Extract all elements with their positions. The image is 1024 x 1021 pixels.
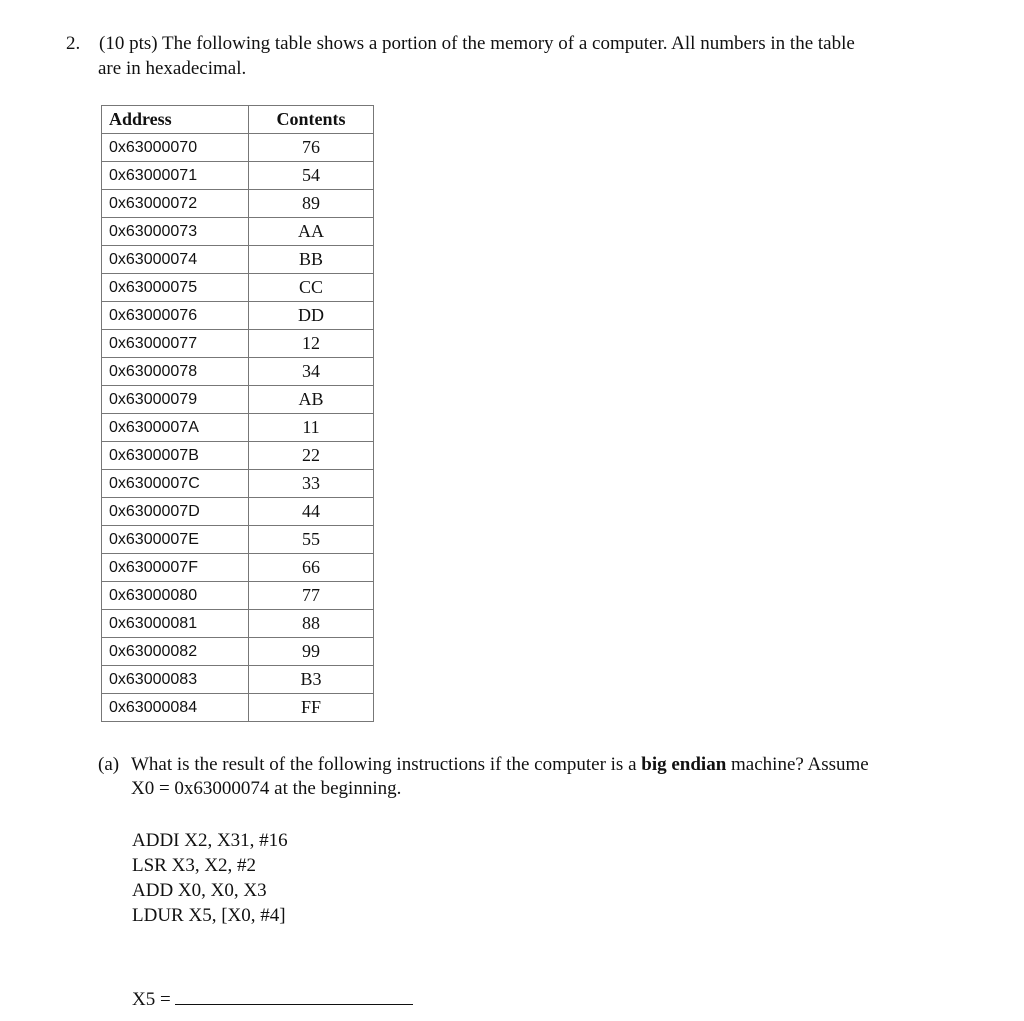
address-cell: 0x63000076: [102, 302, 249, 330]
part-a-text-before-bold: What is the result of the following instructions if the computer is a: [131, 754, 642, 775]
code-line: ADD X0, X0, X3: [132, 880, 267, 901]
address-cell: 0x63000084: [102, 694, 249, 722]
address-cell: 0x6300007A: [102, 414, 249, 442]
part-a-label: (a): [98, 754, 120, 775]
contents-cell: CC: [249, 274, 374, 302]
address-cell: 0x63000078: [102, 358, 249, 386]
answer-blank[interactable]: [175, 987, 413, 1005]
contents-cell: DD: [249, 302, 374, 330]
contents-cell: 55: [249, 526, 374, 554]
address-cell: 0x6300007D: [102, 498, 249, 526]
address-cell: 0x63000071: [102, 162, 249, 190]
address-cell: 0x63000080: [102, 582, 249, 610]
address-cell: 0x6300007F: [102, 554, 249, 582]
part-a-text-line-1: [131, 753, 869, 777]
address-cell: 0x63000073: [102, 218, 249, 246]
memory-table-body: [102, 134, 374, 722]
address-cell: 0x63000074: [102, 246, 249, 274]
contents-cell: 44: [249, 498, 374, 526]
code-line: LSR X3, X2, #2: [132, 855, 257, 876]
table-row: [102, 666, 374, 694]
contents-cell: 88: [249, 610, 374, 638]
address-cell: 0x63000072: [102, 190, 249, 218]
answer-line: [132, 987, 413, 1012]
answer-label: X5 =: [132, 989, 171, 1010]
table-row: [102, 246, 374, 274]
address-cell: 0x63000083: [102, 666, 249, 694]
table-row: [102, 554, 374, 582]
contents-cell: 99: [249, 638, 374, 666]
table-row: [102, 638, 374, 666]
memory-table: [101, 105, 374, 722]
contents-cell: 66: [249, 554, 374, 582]
contents-cell: 77: [249, 582, 374, 610]
question-text-line-2: are in hexadecimal.: [98, 58, 247, 79]
contents-cell: 33: [249, 470, 374, 498]
table-header-row: [102, 106, 374, 134]
contents-cell: 54: [249, 162, 374, 190]
address-cell: 0x63000081: [102, 610, 249, 638]
address-cell: 0x63000079: [102, 386, 249, 414]
table-row: [102, 190, 374, 218]
code-line: ADDI X2, X31, #16: [132, 830, 288, 851]
table-row: [102, 610, 374, 638]
address-cell: 0x63000082: [102, 638, 249, 666]
code-line: LDUR X5, [X0, #4]: [132, 905, 286, 926]
table-row: [102, 582, 374, 610]
table-row: [102, 414, 374, 442]
contents-cell: 76: [249, 134, 374, 162]
table-row: [102, 302, 374, 330]
table-row: [102, 470, 374, 498]
contents-cell: BB: [249, 246, 374, 274]
contents-cell: 22: [249, 442, 374, 470]
question-number: 2.: [66, 33, 81, 54]
address-cell: 0x6300007E: [102, 526, 249, 554]
table-row: [102, 330, 374, 358]
address-cell: 0x63000077: [102, 330, 249, 358]
table-row: [102, 498, 374, 526]
contents-cell: 12: [249, 330, 374, 358]
table-row: [102, 218, 374, 246]
contents-cell: 89: [249, 190, 374, 218]
address-column-header: Address: [102, 106, 249, 134]
code-block: [132, 828, 288, 928]
question-text-line-1: (10 pts) The following table shows a portion of the memory of a computer. All numbers in the table: [99, 33, 855, 54]
table-row: [102, 274, 374, 302]
address-cell: 0x6300007B: [102, 442, 249, 470]
table-row: [102, 358, 374, 386]
table-row: [102, 694, 374, 722]
contents-cell: B3: [249, 666, 374, 694]
contents-cell: 11: [249, 414, 374, 442]
address-cell: 0x63000070: [102, 134, 249, 162]
contents-cell: AA: [249, 218, 374, 246]
contents-cell: AB: [249, 386, 374, 414]
contents-cell: 34: [249, 358, 374, 386]
table-row: [102, 386, 374, 414]
address-cell: 0x63000075: [102, 274, 249, 302]
contents-cell: FF: [249, 694, 374, 722]
address-cell: 0x6300007C: [102, 470, 249, 498]
table-row: [102, 134, 374, 162]
part-a-text-line-2: X0 = 0x63000074 at the beginning.: [131, 778, 402, 799]
table-row: [102, 526, 374, 554]
contents-column-header: Contents: [249, 106, 374, 134]
part-a-bold-text: big endian: [641, 754, 727, 775]
table-row: [102, 442, 374, 470]
part-a-text-after-bold: machine? Assume: [726, 754, 869, 775]
table-row: [102, 162, 374, 190]
